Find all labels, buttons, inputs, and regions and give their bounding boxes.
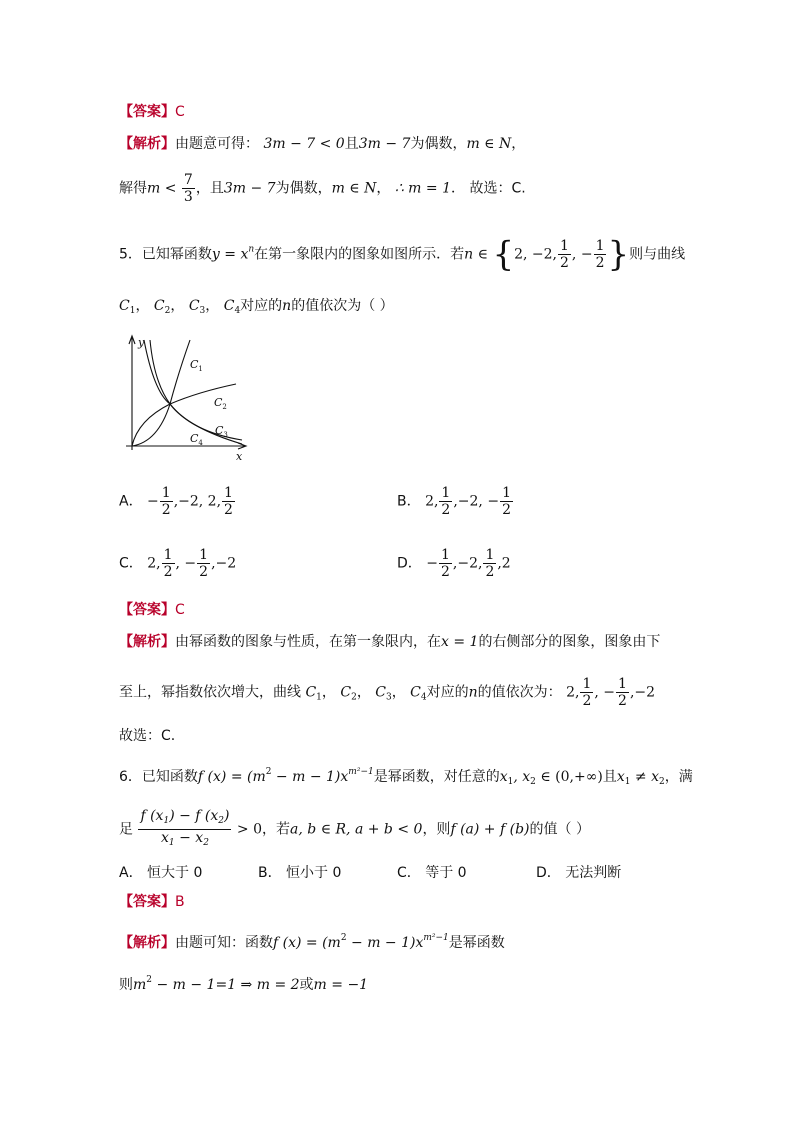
fraction: $\frac{f (x_1) - f (x_2)}{x_1 - x_2}$ xyxy=(140,808,230,848)
q5-option-b[interactable]: B． 2, $\frac{1}{2}$ ,−2, − $\frac{1}{2}$ xyxy=(397,485,511,518)
q5-stem-line1: 5．已知幂函数$y = x^n$在第一象限内的图象如图所示．若n ∈ {2, −2, $\frac{1}{2}$ , − $\frac{1}{2}$ }则与曲线 xyxy=(119,234,686,275)
q6-analysis-line2: 则$m^2 - m - 1=1$ ⇒ m = 2或m = −1 xyxy=(119,975,369,993)
fraction: $\frac{1}{2}$ xyxy=(560,238,569,271)
q4-analysis-line1: 【解析】由题意可得： 3m − 7 < 0且3m − 7为偶数，m ∈ N， xyxy=(119,136,526,152)
answer-tag: 【答案】 xyxy=(119,104,175,120)
q6-option-a[interactable]: A． 恒大于 0 xyxy=(119,865,203,881)
q4-analysis-line2: 解得m < $\frac{7}{3}$ ，且3m − 7为偶数，m ∈ N， ∴ m = 1． 故选：C. xyxy=(119,172,526,205)
q5-option-c[interactable]: C． 2, $\frac{1}{2}$ , − $\frac{1}{2}$ ,−2 xyxy=(119,547,237,580)
y-label: y xyxy=(138,336,145,349)
q6-answer-line: 【答案】B xyxy=(119,894,185,910)
analysis-tag: 【解析】 xyxy=(119,136,175,152)
q5-analysis-line1: 【解析】由幂函数的图象与性质，在第一象限内，在x = 1的右侧部分的图象，图象由下 xyxy=(119,634,661,650)
q4-answer-line xyxy=(119,102,185,122)
c2-label: $C_2$ xyxy=(214,396,227,411)
c4-label: $C_4$ xyxy=(190,432,203,447)
q5-option-d[interactable]: D． − $\frac{1}{2}$ ,−2, $\frac{1}{2}$ ,2 xyxy=(397,547,511,580)
fraction: $\frac{7}{3}$ xyxy=(183,172,193,205)
q5-answer-line: 【答案】C xyxy=(119,602,185,618)
x-label: x xyxy=(236,450,243,463)
c3-label: $C_3$ xyxy=(215,424,228,439)
q5-stem-line2: $C_1$， $C_2$， $C_3$， $C_4$对应的n的值依次为（ ） xyxy=(119,298,394,316)
q6-option-c[interactable]: C． 等于 0 xyxy=(397,865,467,881)
q5-conclusion: 故选：C. xyxy=(119,728,176,744)
q6-option-d[interactable]: D． 无法判断 xyxy=(536,865,622,881)
q6-option-b[interactable]: B． 恒小于 0 xyxy=(258,865,342,881)
left-brace: { xyxy=(492,234,515,275)
q5-option-a[interactable]: A． − $\frac{1}{2}$ ,−2, 2, $\frac{1}{2}$ xyxy=(119,485,233,518)
q6-stem-line1: 6．已知函数f $(x) = (m^2 - m - 1)x^{m^2-1}$是幂函数，对任意的$x_1$, $x_2$ ∈ (0,+∞)且$x_1 \ne x_2$，满 xyxy=(119,767,693,787)
fraction: $\frac{1}{2}$ xyxy=(595,238,605,271)
q5-analysis-line2: 至上，幂指数依次增大，曲线 $C_1$， $C_2$， $C_3$， $C_4$对应的n的值依次为： 2, $\frac{1}{2}$ , − $\frac{1}{2}$ ,−2 xyxy=(119,676,656,709)
answer-value: C xyxy=(175,104,185,120)
power-function-figure xyxy=(118,332,254,464)
c1-label: $C_1$ xyxy=(190,358,203,373)
q6-stem-line2: 足 $\frac{f (x_1) - f (x_2)}{x_1 - x_2}$ > 0，若a, b ∈ R, a + b < 0，则f (a) + f (b)的值（ ） xyxy=(119,808,590,851)
right-brace: } xyxy=(607,234,630,275)
q6-analysis-line1: 【解析】由题可知：函数f $(x) = (m^2 - m - 1)x^{m^2-1}$是幂函数 xyxy=(119,933,505,951)
